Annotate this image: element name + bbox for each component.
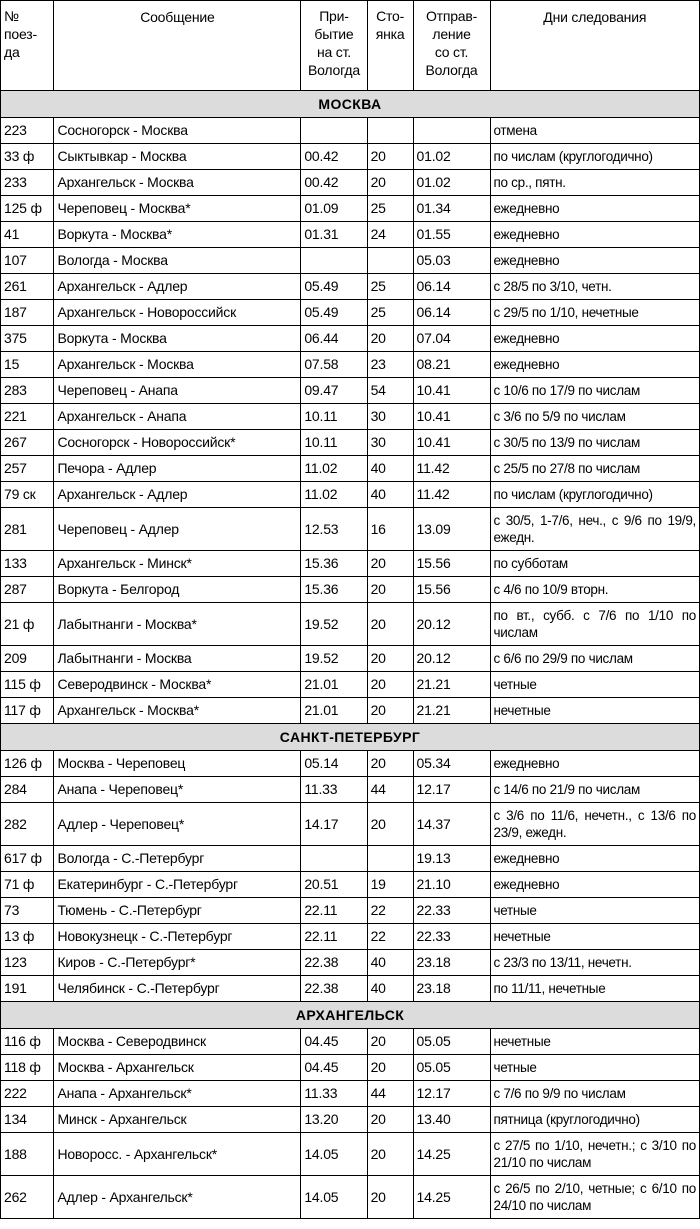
arrival-cell: 01.09 — [301, 196, 367, 222]
train-number-cell: 284 — [1, 777, 54, 803]
route-cell: Новокузнецк - С.-Петербург — [54, 924, 301, 950]
route-cell: Москва - Архангельск — [54, 1055, 301, 1081]
arrival-cell: 15.36 — [301, 551, 367, 577]
departure-cell: 22.33 — [413, 924, 490, 950]
departure-cell: 01.34 — [413, 196, 490, 222]
train-number-cell: 261 — [1, 274, 54, 300]
train-number-cell: 267 — [1, 430, 54, 456]
stop-cell — [367, 118, 413, 144]
days-cell: с 6/6 по 29/9 по числам — [490, 646, 700, 672]
stop-cell: 40 — [367, 950, 413, 976]
days-cell: ежедневно — [490, 196, 700, 222]
table-row — [1, 1055, 700, 1081]
arrival-cell: 11.33 — [301, 777, 367, 803]
train-number-cell: 222 — [1, 1081, 54, 1107]
days-cell: с 4/6 по 10/9 вторн. — [490, 577, 700, 603]
days-cell: с 14/6 по 21/9 по числам — [490, 777, 700, 803]
route-cell: Архангельск - Анапа — [54, 404, 301, 430]
stop-cell: 20 — [367, 1133, 413, 1176]
train-number-cell: 188 — [1, 1133, 54, 1176]
days-cell: ежедневно — [490, 846, 700, 872]
departure-cell: 01.02 — [413, 144, 490, 170]
table-row — [1, 508, 700, 551]
departure-cell: 23.18 — [413, 950, 490, 976]
train-number-cell: 262 — [1, 1176, 54, 1219]
departure-cell: 08.21 — [413, 352, 490, 378]
stop-cell: 40 — [367, 482, 413, 508]
table-row — [1, 482, 700, 508]
departure-cell: 20.12 — [413, 603, 490, 646]
table-row — [1, 698, 700, 724]
route-cell: Анапа - Архангельск* — [54, 1081, 301, 1107]
days-cell: с 3/6 по 11/6, нечетн., с 13/6 по 23/9, ежедн. — [490, 803, 700, 846]
arrival-cell: 20.51 — [301, 872, 367, 898]
train-number-cell: 191 — [1, 976, 54, 1002]
route-cell: Москва - Северодвинск — [54, 1029, 301, 1055]
route-cell: Печора - Адлер — [54, 456, 301, 482]
departure-cell: 15.56 — [413, 551, 490, 577]
departure-cell: 05.05 — [413, 1029, 490, 1055]
days-cell: с 7/6 по 9/9 по числам — [490, 1081, 700, 1107]
stop-cell: 44 — [367, 777, 413, 803]
route-cell: Воркута - Москва* — [54, 222, 301, 248]
route-cell: Череповец - Анапа — [54, 378, 301, 404]
table-row — [1, 924, 700, 950]
table-row — [1, 1176, 700, 1219]
table-row — [1, 1133, 700, 1176]
header-days: Дни следования — [490, 1, 700, 91]
train-number-cell: 221 — [1, 404, 54, 430]
days-cell: с 23/3 по 13/11, нечетн. — [490, 950, 700, 976]
departure-cell: 05.03 — [413, 248, 490, 274]
train-number-cell: 15 — [1, 352, 54, 378]
days-cell: ежедневно — [490, 872, 700, 898]
train-number-cell: 117 ф — [1, 698, 54, 724]
days-cell: ежедневно — [490, 222, 700, 248]
days-cell: ежедневно — [490, 248, 700, 274]
route-cell: Лабытнанги - Москва* — [54, 603, 301, 646]
arrival-cell: 15.36 — [301, 577, 367, 603]
days-cell: нечетные — [490, 698, 700, 724]
departure-cell: 11.42 — [413, 456, 490, 482]
route-cell: Минск - Архангельск — [54, 1107, 301, 1133]
stop-cell: 22 — [367, 924, 413, 950]
arrival-cell: 00.42 — [301, 144, 367, 170]
departure-cell: 20.12 — [413, 646, 490, 672]
train-number-cell: 281 — [1, 508, 54, 551]
stop-cell: 20 — [367, 646, 413, 672]
route-cell: Сосногорск - Новороссийск* — [54, 430, 301, 456]
days-cell: ежедневно — [490, 352, 700, 378]
days-cell: с 25/5 по 27/8 по числам — [490, 456, 700, 482]
train-number-cell: 71 ф — [1, 872, 54, 898]
days-cell: нечетные — [490, 924, 700, 950]
days-cell: по субботам — [490, 551, 700, 577]
departure-cell: 13.40 — [413, 1107, 490, 1133]
departure-cell: 01.55 — [413, 222, 490, 248]
days-cell: с 30/5 по 13/9 по числам — [490, 430, 700, 456]
stop-cell: 25 — [367, 274, 413, 300]
stop-cell: 30 — [367, 404, 413, 430]
train-number-cell: 209 — [1, 646, 54, 672]
days-cell: с 26/5 по 2/10, четные; с 6/10 по 24/10 по числам — [490, 1176, 700, 1219]
arrival-cell: 05.49 — [301, 274, 367, 300]
table-row — [1, 577, 700, 603]
arrival-cell: 22.38 — [301, 976, 367, 1002]
stop-cell: 20 — [367, 144, 413, 170]
stop-cell: 22 — [367, 898, 413, 924]
arrival-cell: 06.44 — [301, 326, 367, 352]
route-cell: Вологда - Москва — [54, 248, 301, 274]
stop-cell: 54 — [367, 378, 413, 404]
stop-cell: 23 — [367, 352, 413, 378]
train-number-cell: 134 — [1, 1107, 54, 1133]
table-row — [1, 846, 700, 872]
header-arrival: При- бытие на ст. Вологда — [301, 1, 367, 91]
days-cell: с 3/6 по 5/9 по числам — [490, 404, 700, 430]
departure-cell: 11.42 — [413, 482, 490, 508]
train-number-cell: 617 ф — [1, 846, 54, 872]
train-number-cell: 126 ф — [1, 751, 54, 777]
route-cell: Сыктывкар - Москва — [54, 144, 301, 170]
stop-cell: 20 — [367, 698, 413, 724]
table-row — [1, 118, 700, 144]
train-number-cell: 233 — [1, 170, 54, 196]
route-cell: Адлер - Архангельск* — [54, 1176, 301, 1219]
table-row — [1, 1029, 700, 1055]
days-cell: по ср., пятн. — [490, 170, 700, 196]
stop-cell: 20 — [367, 577, 413, 603]
days-cell: с 29/5 по 1/10, нечетные — [490, 300, 700, 326]
route-cell: Лабытнанги - Москва — [54, 646, 301, 672]
route-cell: Архангельск - Москва* — [54, 698, 301, 724]
timetable-body — [1, 91, 700, 1219]
table-row — [1, 603, 700, 646]
days-cell: четные — [490, 672, 700, 698]
arrival-cell: 10.11 — [301, 430, 367, 456]
stop-cell: 20 — [367, 803, 413, 846]
days-cell: пятница (круглогодично) — [490, 1107, 700, 1133]
arrival-cell — [301, 118, 367, 144]
route-cell: Москва - Череповец — [54, 751, 301, 777]
stop-cell: 19 — [367, 872, 413, 898]
stop-cell: 20 — [367, 603, 413, 646]
table-row — [1, 274, 700, 300]
stop-cell: 20 — [367, 1107, 413, 1133]
stop-cell: 16 — [367, 508, 413, 551]
departure-cell: 23.18 — [413, 976, 490, 1002]
departure-cell: 10.41 — [413, 378, 490, 404]
stop-cell — [367, 248, 413, 274]
train-number-cell: 223 — [1, 118, 54, 144]
section-title: САНКТ-ПЕТЕРБУРГ — [1, 724, 700, 751]
train-number-cell: 118 ф — [1, 1055, 54, 1081]
arrival-cell: 00.42 — [301, 170, 367, 196]
table-row — [1, 976, 700, 1002]
arrival-cell: 22.11 — [301, 924, 367, 950]
stop-cell: 20 — [367, 170, 413, 196]
days-cell: нечетные — [490, 1029, 700, 1055]
days-cell: четные — [490, 898, 700, 924]
route-cell: Екатеринбург - С.-Петербург — [54, 872, 301, 898]
table-row — [1, 950, 700, 976]
departure-cell: 14.25 — [413, 1176, 490, 1219]
days-cell: по вт., субб. с 7/6 по 1/10 по числам — [490, 603, 700, 646]
route-cell: Череповец - Адлер — [54, 508, 301, 551]
departure-cell: 05.05 — [413, 1055, 490, 1081]
departure-cell: 21.10 — [413, 872, 490, 898]
table-row — [1, 872, 700, 898]
arrival-cell: 12.53 — [301, 508, 367, 551]
table-row — [1, 777, 700, 803]
days-cell: четные — [490, 1055, 700, 1081]
stop-cell: 25 — [367, 300, 413, 326]
departure-cell — [413, 118, 490, 144]
train-number-cell: 13 ф — [1, 924, 54, 950]
arrival-cell: 09.47 — [301, 378, 367, 404]
route-cell: Архангельск - Москва — [54, 352, 301, 378]
stop-cell: 20 — [367, 326, 413, 352]
route-cell: Воркута - Белгород — [54, 577, 301, 603]
route-cell: Анапа - Череповец* — [54, 777, 301, 803]
departure-cell: 13.09 — [413, 508, 490, 551]
arrival-cell: 19.52 — [301, 646, 367, 672]
header-stop: Сто- янка — [367, 1, 413, 91]
arrival-cell: 21.01 — [301, 698, 367, 724]
departure-cell: 01.02 — [413, 170, 490, 196]
table-row — [1, 378, 700, 404]
arrival-cell: 11.33 — [301, 1081, 367, 1107]
stop-cell: 44 — [367, 1081, 413, 1107]
route-cell: Сосногорск - Москва — [54, 118, 301, 144]
days-cell: ежедневно — [490, 751, 700, 777]
table-row — [1, 803, 700, 846]
table-row — [1, 430, 700, 456]
departure-cell: 21.21 — [413, 698, 490, 724]
departure-cell: 10.41 — [413, 404, 490, 430]
stop-cell: 30 — [367, 430, 413, 456]
train-number-cell: 116 ф — [1, 1029, 54, 1055]
departure-cell: 15.56 — [413, 577, 490, 603]
header-departure: Отправ- ление со ст. Вологда — [413, 1, 490, 91]
table-row — [1, 404, 700, 430]
table-row — [1, 551, 700, 577]
table-row — [1, 144, 700, 170]
route-cell: Адлер - Череповец* — [54, 803, 301, 846]
arrival-cell: 14.05 — [301, 1133, 367, 1176]
route-cell: Челябинск - С.-Петербург — [54, 976, 301, 1002]
table-row — [1, 646, 700, 672]
arrival-cell: 13.20 — [301, 1107, 367, 1133]
table-row — [1, 456, 700, 482]
train-number-cell: 33 ф — [1, 144, 54, 170]
train-number-cell: 375 — [1, 326, 54, 352]
arrival-cell: 14.05 — [301, 1176, 367, 1219]
table-row — [1, 898, 700, 924]
table-row — [1, 196, 700, 222]
days-cell: отмена — [490, 118, 700, 144]
departure-cell: 12.17 — [413, 1081, 490, 1107]
route-cell: Вологда - С.-Петербург — [54, 846, 301, 872]
departure-cell: 14.25 — [413, 1133, 490, 1176]
section-header-row — [1, 91, 700, 118]
departure-cell: 21.21 — [413, 672, 490, 698]
table-row — [1, 170, 700, 196]
train-number-cell: 287 — [1, 577, 54, 603]
arrival-cell: 11.02 — [301, 482, 367, 508]
route-cell: Архангельск - Адлер — [54, 482, 301, 508]
train-number-cell: 21 ф — [1, 603, 54, 646]
days-cell: по числам (круглогодично) — [490, 482, 700, 508]
train-number-cell: 115 ф — [1, 672, 54, 698]
departure-cell: 19.13 — [413, 846, 490, 872]
table-row — [1, 751, 700, 777]
route-cell: Архангельск - Минск* — [54, 551, 301, 577]
arrival-cell: 11.02 — [301, 456, 367, 482]
table-row — [1, 222, 700, 248]
arrival-cell: 14.17 — [301, 803, 367, 846]
arrival-cell — [301, 846, 367, 872]
train-number-cell: 282 — [1, 803, 54, 846]
train-number-cell: 123 — [1, 950, 54, 976]
train-number-cell: 73 — [1, 898, 54, 924]
section-title: МОСКВА — [1, 91, 700, 118]
arrival-cell: 01.31 — [301, 222, 367, 248]
stop-cell — [367, 846, 413, 872]
header-row — [1, 1, 700, 91]
arrival-cell: 22.11 — [301, 898, 367, 924]
route-cell: Новоросс. - Архангельск* — [54, 1133, 301, 1176]
train-number-cell: 133 — [1, 551, 54, 577]
stop-cell: 20 — [367, 1176, 413, 1219]
stop-cell: 20 — [367, 551, 413, 577]
table-row — [1, 1107, 700, 1133]
arrival-cell: 22.38 — [301, 950, 367, 976]
route-cell: Воркута - Москва — [54, 326, 301, 352]
stop-cell: 20 — [367, 751, 413, 777]
route-cell: Архангельск - Новороссийск — [54, 300, 301, 326]
arrival-cell: 04.45 — [301, 1029, 367, 1055]
arrival-cell: 05.49 — [301, 300, 367, 326]
arrival-cell: 05.14 — [301, 751, 367, 777]
stop-cell: 40 — [367, 976, 413, 1002]
arrival-cell: 21.01 — [301, 672, 367, 698]
route-cell: Тюмень - С.-Петербург — [54, 898, 301, 924]
arrival-cell: 10.11 — [301, 404, 367, 430]
table-row — [1, 672, 700, 698]
days-cell: ежедневно — [490, 326, 700, 352]
stop-cell: 40 — [367, 456, 413, 482]
train-number-cell: 41 — [1, 222, 54, 248]
arrival-cell: 07.58 — [301, 352, 367, 378]
route-cell: Архангельск - Москва — [54, 170, 301, 196]
stop-cell: 20 — [367, 1055, 413, 1081]
table-row — [1, 352, 700, 378]
days-cell: с 28/5 по 3/10, четн. — [490, 274, 700, 300]
train-number-cell: 107 — [1, 248, 54, 274]
departure-cell: 06.14 — [413, 300, 490, 326]
days-cell: по числам (круглогодично) — [490, 144, 700, 170]
train-number-cell: 257 — [1, 456, 54, 482]
header-route: Сообщение — [54, 1, 301, 91]
departure-cell: 22.33 — [413, 898, 490, 924]
route-cell: Киров - С.-Петербург* — [54, 950, 301, 976]
stop-cell: 24 — [367, 222, 413, 248]
train-number-cell: 187 — [1, 300, 54, 326]
arrival-cell: 19.52 — [301, 603, 367, 646]
departure-cell: 07.04 — [413, 326, 490, 352]
departure-cell: 06.14 — [413, 274, 490, 300]
train-number-cell: 79 ск — [1, 482, 54, 508]
train-number-cell: 125 ф — [1, 196, 54, 222]
stop-cell: 20 — [367, 672, 413, 698]
days-cell: с 27/5 по 1/10, нечетн.; с 3/10 по 21/10 по числам — [490, 1133, 700, 1176]
table-row — [1, 248, 700, 274]
route-cell: Северодвинск - Москва* — [54, 672, 301, 698]
arrival-cell: 04.45 — [301, 1055, 367, 1081]
route-cell: Череповец - Москва* — [54, 196, 301, 222]
days-cell: с 10/6 по 17/9 по числам — [490, 378, 700, 404]
days-cell: по 11/11, нечетные — [490, 976, 700, 1002]
stop-cell: 20 — [367, 1029, 413, 1055]
section-header-row — [1, 1002, 700, 1029]
stop-cell: 25 — [367, 196, 413, 222]
section-title: АРХАНГЕЛЬСК — [1, 1002, 700, 1029]
table-row — [1, 300, 700, 326]
section-header-row — [1, 724, 700, 751]
route-cell: Архангельск - Адлер — [54, 274, 301, 300]
departure-cell: 12.17 — [413, 777, 490, 803]
arrival-cell — [301, 248, 367, 274]
departure-cell: 10.41 — [413, 430, 490, 456]
header-train-number: № поез- да — [1, 1, 54, 91]
departure-cell: 05.34 — [413, 751, 490, 777]
table-row — [1, 326, 700, 352]
days-cell: с 30/5, 1-7/6, неч., с 9/6 по 19/9, ежедн. — [490, 508, 700, 551]
departure-cell: 14.37 — [413, 803, 490, 846]
train-number-cell: 283 — [1, 378, 54, 404]
table-row — [1, 1081, 700, 1107]
